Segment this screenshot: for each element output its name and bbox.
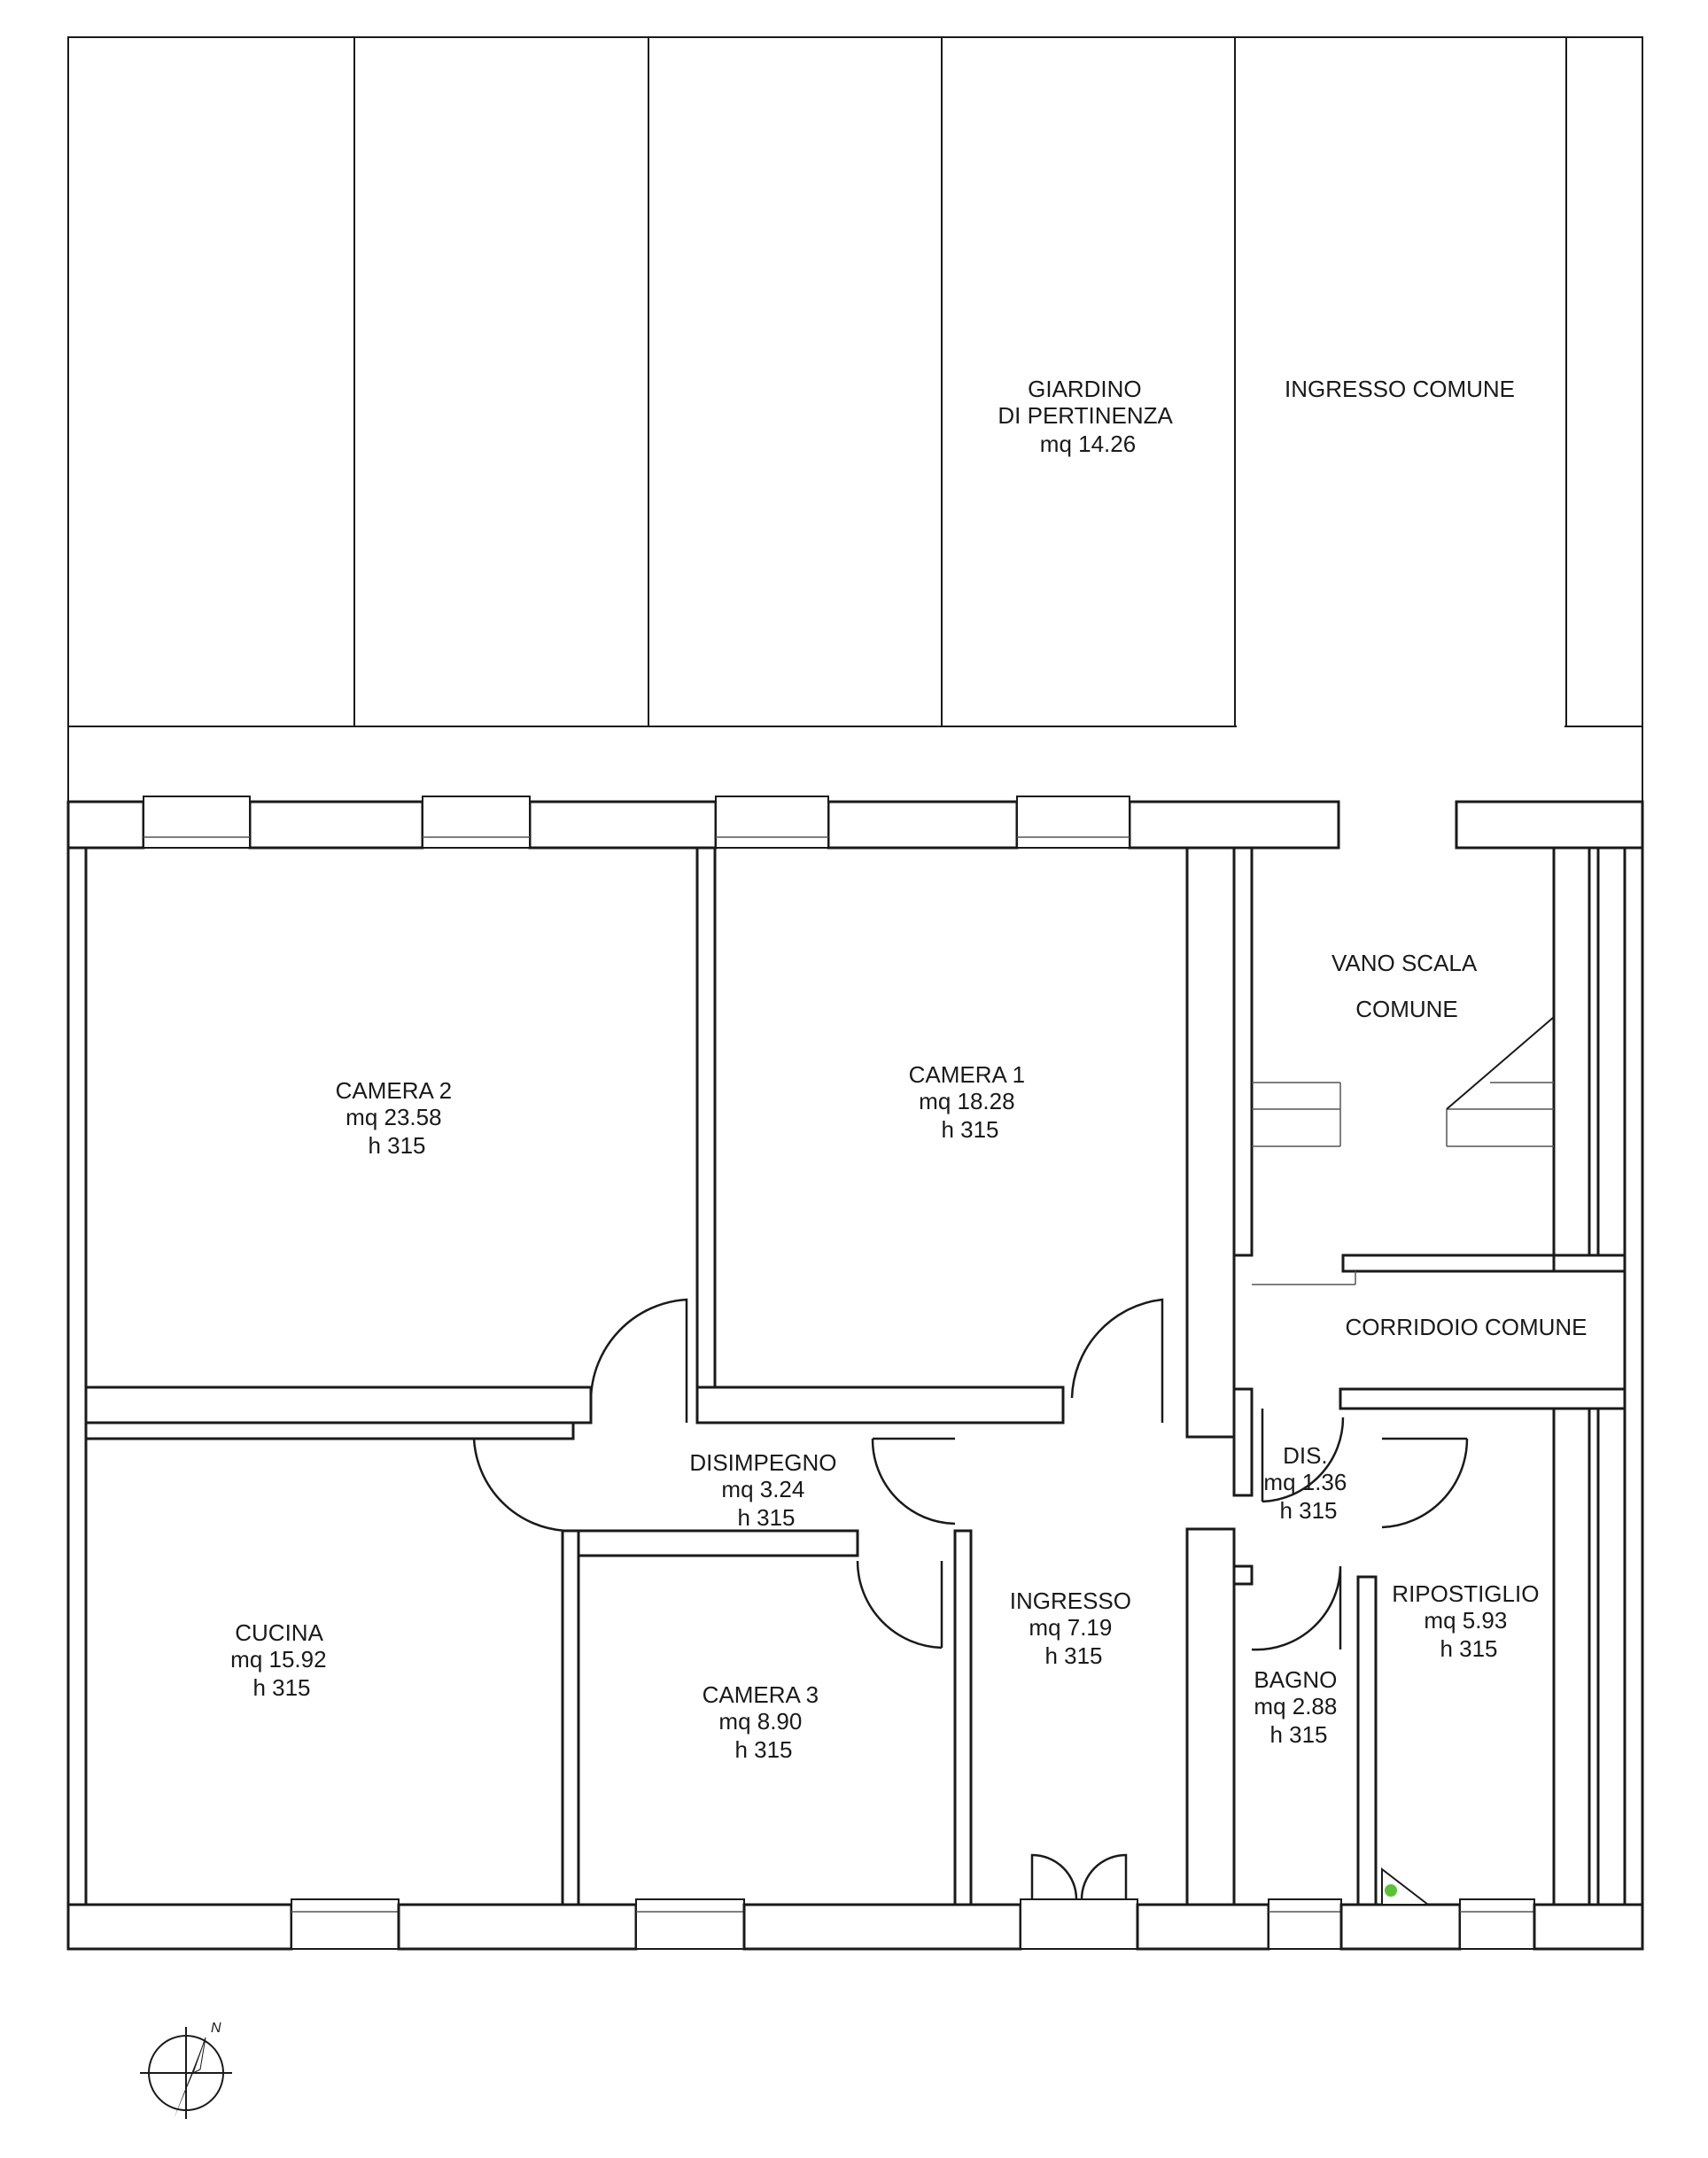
room-label-ripostiglio: RIPOSTIGLIO mq 5.93 h 315 xyxy=(1392,1580,1540,1662)
wall xyxy=(1341,1905,1460,1949)
passage-opening xyxy=(1237,726,1564,728)
wall xyxy=(1456,802,1642,848)
garden-section xyxy=(68,37,1642,802)
wall xyxy=(1598,1409,1625,1905)
wall xyxy=(68,848,86,1949)
window xyxy=(1017,796,1130,848)
wall xyxy=(86,1387,591,1423)
wall xyxy=(250,802,423,848)
room-label-ingresso-comune: INGRESSO COMUNE xyxy=(1284,376,1516,402)
wall xyxy=(68,802,144,848)
room-label-camera-1: CAMERA 1 mq 18.28 h 315 xyxy=(908,1061,1026,1143)
window xyxy=(716,796,828,848)
room-label-disimpegno: DISIMPEGNO mq 3.24 h 315 xyxy=(689,1449,837,1531)
wall xyxy=(697,1387,1063,1423)
room-label-camera-2: CAMERA 2 mq 23.58 h 315 xyxy=(335,1077,453,1159)
wall xyxy=(1234,1389,1252,1495)
door-swing xyxy=(591,1300,687,1423)
door-swing xyxy=(1082,1855,1126,1899)
wall xyxy=(399,1905,636,1949)
wall xyxy=(1234,848,1252,1255)
door-swing xyxy=(1072,1300,1162,1423)
door-swing xyxy=(858,1561,942,1648)
wall xyxy=(1534,1905,1642,1949)
wall xyxy=(1358,1577,1376,1905)
wall xyxy=(1187,848,1234,1437)
door-swing xyxy=(1252,1566,1340,1650)
room-label-giardino: GIARDINO DI PERTINENZA mq 14.26 xyxy=(998,376,1172,457)
wall xyxy=(955,1531,971,1905)
window xyxy=(1269,1899,1341,1949)
door-swing xyxy=(474,1439,567,1531)
window xyxy=(291,1899,399,1949)
room-label-ingresso: INGRESSO mq 7.19 h 315 xyxy=(1009,1587,1132,1669)
door-swing xyxy=(873,1439,955,1524)
wall xyxy=(697,848,715,1387)
wall xyxy=(828,802,1017,848)
door-swing xyxy=(1032,1855,1076,1899)
wall xyxy=(1130,802,1339,848)
wall xyxy=(578,1531,858,1556)
wall xyxy=(1234,1566,1252,1584)
room-label-bagno: BAGNO mq 2.88 h 315 xyxy=(1254,1666,1338,1748)
room-label-cucina: CUCINA mq 15.92 h 315 xyxy=(230,1619,327,1701)
accent-marker xyxy=(1385,1884,1397,1897)
window xyxy=(144,796,250,848)
room-label-dis: DIS. mq 1.36 h 315 xyxy=(1263,1442,1347,1524)
wall xyxy=(563,1531,578,1905)
wall xyxy=(1554,848,1589,1255)
compass-label: N xyxy=(211,2021,221,2036)
room-label-vano-scala: VANO SCALA COMUNE xyxy=(1331,950,1476,1022)
wall xyxy=(1554,1255,1625,1271)
wall xyxy=(68,1905,291,1949)
wall xyxy=(744,1905,1021,1949)
door-swing xyxy=(1382,1439,1467,1527)
wall xyxy=(1598,848,1625,1255)
wall xyxy=(86,1423,573,1439)
wall xyxy=(1554,1409,1589,1905)
wall xyxy=(530,802,716,848)
window xyxy=(423,796,530,848)
north-arrow-icon xyxy=(140,2021,232,2119)
wall xyxy=(1625,848,1642,1949)
wall xyxy=(1137,1905,1269,1949)
entrance-door-frame xyxy=(1021,1899,1137,1949)
stairs xyxy=(1252,1017,1554,1285)
wall xyxy=(1340,1389,1625,1409)
window xyxy=(636,1899,744,1949)
wall xyxy=(1343,1255,1554,1271)
room-labels xyxy=(230,376,1587,1763)
room-label-corridoio-comune: CORRIDOIO COMUNE xyxy=(1345,1314,1588,1340)
wall xyxy=(1187,1529,1234,1905)
room-label-camera-3: CAMERA 3 mq 8.90 h 315 xyxy=(702,1681,819,1763)
window xyxy=(1460,1899,1534,1949)
